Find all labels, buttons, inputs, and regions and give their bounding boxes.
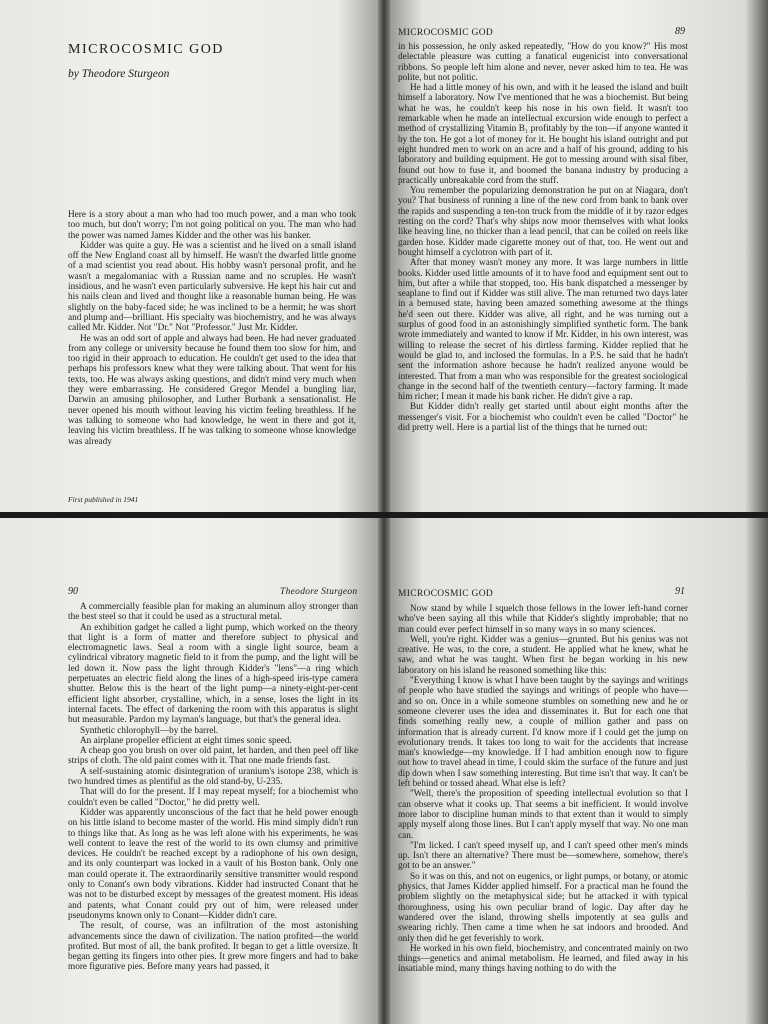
- paragraph: Synthetic chlorophyll—by the barrel.: [80, 725, 219, 736]
- page-89: [384, 0, 768, 512]
- story-byline: by Theodore Sturgeon: [68, 68, 170, 80]
- page-number: 91: [675, 586, 685, 597]
- bottom-spread: [0, 518, 768, 1024]
- paragraph: But Kidder didn't really get started until about eight months after the messenger's visit. For a biochemist who couldn't even be called "Doctor" he did pretty well. Here is a partial list of the things that he turned out:: [398, 402, 688, 433]
- first-published-note: First published in 1941: [68, 495, 139, 504]
- page-number: 89: [675, 26, 685, 37]
- paragraph: He had a little money of his own, and with it he leased the island and built himself a laboratory. Now I've mentioned that he was a biochemist. But being what he was, he couldn't keep his nose in his own field. It wasn't too remarkable when he made an intellectual excursion wide enough to perfect a method of crystallizing Vitamin B₁ profitably by the ton—if anyone wanted it by the ton. He got a lot of money for it. He bought his island outright and put eight hundred men to work on an acre and a half of his ground, adding to his laboratory and building equipment. He got to messing around with sisal fiber, found out how to fuse it, and boomed the banana industry by producing a practically unbreakable cord from the stuff.: [398, 83, 688, 186]
- paragraph: A commercially feasible plan for making an aluminum alloy stronger than the best steel so that it could be used as a structural metal.: [68, 602, 358, 623]
- paragraph: An exhibition gadget he called a light pump, which worked on the theory that light is a form of matter and therefore subject to physical and electromagnetic laws. Seal a room with a single light source, beam a cylindrical vibratory magnetic field to it from the pump, and the light will be led down it. Now pass the light through Kidder's "lens"—a ring which perpetuates an electric field along the lines of a high-speed iris-type camera shutter. Below this is the heart of the light pump—a ninety-eight-per-cent efficient light absorber, crystalline, which, in a sense, loses the light in its internal facets. The effect of darkening the room with this apparatus is slight but measurable. Pardon my layman's language, but that's the general idea.: [68, 622, 358, 726]
- paragraph: You remember the popularizing demonstration he put on at Niagara, don't you? That business of running a line of the new cord from bank to bank over the rapids and suspending a ten-ton truck from the middle of it by razor edges resting on the cord? That's why ships now moor themselves with what looks like heaving line, no thicker than a lead pencil, that can be coiled on reels like garden hose. Kidder made cigarette money out of that, too. He went out and bought himself a cyclotron with part of it.: [398, 186, 688, 258]
- running-head: Theodore Sturgeon: [280, 587, 358, 597]
- paragraph: "I'm licked. I can't speed myself up, and I can't speed other men's minds up. Isn't there an alternative? There must be—somewhere, somehow, there's got to be an answer.": [398, 840, 688, 872]
- paragraph: That will do for the present. If I may repeat myself; for a biochemist who couldn't even be called "Doctor," he did pretty well.: [68, 787, 358, 808]
- page-90-body: [68, 602, 358, 973]
- page-number: 90: [68, 586, 78, 597]
- page-90: [0, 518, 384, 1024]
- running-head: MICROCOSMIC GOD: [398, 28, 494, 38]
- page-88: [0, 0, 384, 512]
- paragraph: Well, you're right. Kidder was a genius—grunted. But his genius was not creative. He was, to the core, a student. He applied what he knew, what he saw, and what he was taught. When first he began working in his new laboratory on his island he reasoned something like this:: [398, 634, 688, 676]
- paragraph: Kidder was apparently unconscious of the fact that he held power enough on his little island to become master of the world. His mind simply didn't run to things like that. As long as he was left alone with his experiments, he was well content to leave the rest of the world to its own clumsy and primitive devices. He couldn't be reached except by a radiophone of his own design, and its only counterpart was locked in a vault of his Boston bank. Only one man could operate it. The extraordinarily sensitive transmitter would respond only to Conant's own body vibrations. Kidder had instructed Conant that he was not to be disturbed except by messages of the greatest moment. His ideas and patents, what Conant could pry out of him, were released under pseudonyms known only to Conant—Kidder didn't care.: [68, 807, 358, 921]
- paragraph: A self-sustaining atomic disintegration of uranium's isotope 238, which is two hundred times as plentiful as the old stand-by, U-235.: [68, 766, 358, 788]
- paragraph: A cheap goo you brush on over old paint, let harden, and then peel off like strips of cloth. The old paint comes with it. That one made friends fast.: [68, 746, 358, 767]
- running-head: MICROCOSMIC GOD: [398, 589, 494, 599]
- paragraph: Here is a story about a man who had too much power, and a man who took too much, but don't worry; I'm not going political on you. The man who had the power was named James Kidder and the other was his banker.: [68, 210, 356, 241]
- page-89-body: [398, 42, 688, 433]
- page-88-body: [68, 210, 356, 447]
- book-gutter: [378, 518, 390, 1024]
- paragraph: He worked in his own field, biochemistry, and concentrated mainly on two things—genetics and animal metabolism. He learned, and filed away in his insatiable mind, many things having nothing to do with the: [398, 943, 688, 975]
- book-gutter: [378, 0, 390, 512]
- paragraph: Now stand by while I squelch those fellows in the lower left-hand corner who've been saying all this while that Kidder's slightly improbable; that no man could ever perfect himself in so many ways in so many sciences.: [398, 604, 688, 635]
- page-91-body: [398, 604, 688, 975]
- page-91: [384, 518, 768, 1024]
- paragraph: "Everything I know is what I have been taught by the sayings and writings of people who have studied the sayings and writings of people who have—and so on. Once in a while someone stumbles on something new and he or someone cleverer uses the idea and disseminates it. But for each one that finds something really new, a couple of million gather and pass on information that is already current. I'd know more if I could get the jump on evolutionary trends. It takes too long to wait for the accidents that increase man's knowledge—my knowledge. If I had ambition enough now to figure out how to travel ahead in time, I could skim the surface of the future and just dip down when I saw something interesting. But time isn't that way. It can't be left behind or tossed ahead. What else is left?: [398, 676, 688, 790]
- paragraph: He was an odd sort of apple and always had been. He had never graduated from any college or university because he found them too slow for him, and too rigid in their approach to education. He couldn't get used to the idea that perhaps his professors knew what they were talking about. That went for his texts, too. He was always asking questions, and didn't mind very much when they were embarrassing. He considered Gregor Mendel a bungling liar, Darwin an amusing philosopher, and Luther Burbank a sensationalist. He never opened his mouth without leaving his victim feeling breathless. If he was talking to someone who had knowledge, he went in there and got it, leaving his victim breathless. If he was talking to someone whose knowledge was already: [68, 333, 356, 447]
- paragraph: After that money wasn't money any more. It was large numbers in little books. Kidder used little amounts of it to have food and equipment sent out to him, but after a while that stopped, too. His bank dispatched a messenger by seaplane to find out if Kidder was still alive. The man returned two days later in a bemused state, having been amazed something awesome at the things he'd seen out there. Kidder was alive, all right, and he was turning out a surplus of good food in an astonishingly simplified synthetic form. The bank wrote immediately and wanted to know if Mr. Kidder, in his own interest, was willing to release the secret of his dirtless farming. Kidder replied that he would be glad to, and inclosed the formulas. In a P.S. he said that he hadn't sent the information ashore because he hadn't realized anyone would be interested. That from a man who was responsible for the greatest sociological change in the second half of the twentieth century—factory farming. It made him richer; I mean it made his bank richer. He didn't give a rap.: [398, 258, 688, 403]
- paragraph: Kidder was quite a guy. He was a scientist and he lived on a small island off the New England coast all by himself. He wasn't the dwarfed little gnome of a mad scientist you read about. His hobby wasn't personal profit, and he wasn't a megalomaniac with a Russian name and no scruples. He wasn't insidious, and he wasn't even particularly subversive. He kept his hair cut and his nails clean and lived and thought like a reasonable human being. He was slightly on the baby-faced side; he was inclined to be a hermit; he was short and plump and—brilliant. His specialty was biochemistry, and he was always called Mr. Kidder. Not "Dr." Not "Professor." Just Mr. Kidder.: [68, 240, 356, 334]
- story-title: MICROCOSMIC GOD: [68, 42, 224, 57]
- paragraph: An airplane propeller efficient at eight times sonic speed.: [80, 735, 292, 746]
- paragraph: The result, of course, was an infiltration of the most astonishing advancements since the dawn of civilization. The nation profited—the world profited. But most of all, the bank profited. It began to get a little oversize. It began getting its fingers into other pies. It grew more fingers and had to bake more figurative pies. Before many years had passed, it: [68, 921, 358, 973]
- paragraph: in his possession, he only asked repeatedly, "How do you know?" His most delectable pleasure was cutting a fanatical eugenicist into conversational ribbons. So people left him alone and never, never asked him to tea. He was polite, but not politic.: [398, 42, 688, 83]
- paragraph: "Well, there's the proposition of speeding intellectual evolution so that I can observe what it cooks up. That seems a bit inefficient. It would involve more labor to discipline human minds to that extent than it would to simply apply myself along those lines. But I can't apply myself that way. No one man can.: [398, 789, 688, 841]
- paragraph: So it was on this, and not on eugenics, or light pumps, or botany, or atomic physics, that James Kidder applied himself. For a practical man he found the problem slightly on the metaphysical side; but he attacked it with typical thoroughness, using his own peculiar brand of logic. Day after day he wandered over the island, throwing shells impotently at sea gulls and swearing richly. Then came a time when he sat indoors and brooded. And only then did he get feverishly to work.: [398, 871, 688, 944]
